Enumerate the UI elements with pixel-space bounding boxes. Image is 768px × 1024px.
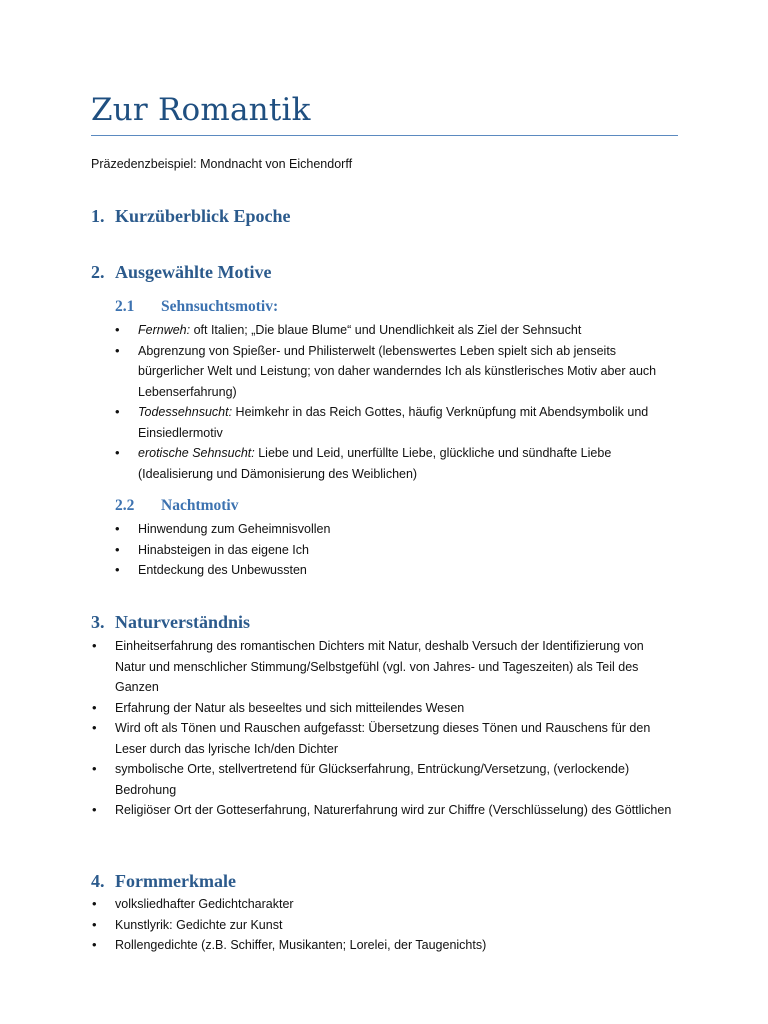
section-heading-1 [91,206,291,227]
list-item [138,341,677,403]
list-item [138,320,677,341]
document-title: Zur Romantik [91,92,311,128]
item-text: Rollengedichte (z.B. Schiffer, Musikanten; Lorelei, der Taugenichts) [115,938,487,952]
section-heading-4 [91,871,236,892]
subsection-heading-2-2 [115,497,239,515]
list-item [138,540,677,561]
list-item [115,894,677,915]
title-underline [91,135,678,136]
nachtmotiv-list [138,519,677,581]
subsection-heading-2-1 [115,298,278,316]
section-number: 2. [91,262,105,282]
section-number: 1. [91,206,105,226]
list-item [115,915,677,936]
list-item [115,718,677,759]
section-title: Kurzüberblick Epoche [115,206,291,226]
item-text: Wird oft als Tönen und Rauschen aufgefasst: Übersetzung dieses Tönen und Rauschens für den Leser durch das lyrische Ich/den Dichter [115,721,651,756]
list-item [115,759,677,800]
item-text: volksliedhafter Gedichtcharakter [115,897,294,911]
item-text: Religiöser Ort der Gotteserfahrung, Naturerfahrung wird zur Chiffre (Verschlüsselung) des Göttlichen [115,803,672,817]
item-text: Hinwendung zum Geheimnisvollen [138,522,331,536]
item-text: Einheitserfahrung des romantischen Dichters mit Natur, deshalb Versuch der Identifizierung von Natur und menschlicher Stimmung/Selbstgefühl (vgl. von Jahres- und Tageszeiten) als Teil des Ganzen [115,639,644,694]
item-text: Entdeckung des Unbewussten [138,563,307,577]
section-title: Ausgewählte Motive [115,262,272,282]
list-item [115,935,677,956]
list-item [138,402,677,443]
section-title: Naturverständnis [115,612,251,632]
item-text: oft Italien; „Die blaue Blume“ und Unendlichkeit als Ziel der Sehnsucht [190,323,582,337]
list-item [138,560,677,581]
naturverstaendnis-list [115,636,677,821]
item-text: Liebe und Leid, unerfüllte Liebe, glückliche und sündhafte Liebe (Idealisierung und Dämonisierung des Weiblichen) [138,446,612,481]
section-heading-3 [91,612,250,633]
subsection-title: Sehnsuchtsmotiv: [161,298,279,315]
item-text: Erfahrung der Natur als beseeltes und sich mitteilendes Wesen [115,700,465,715]
item-text: Abgrenzung von Spießer- und Philisterwelt (lebenswertes Leben spielt sich ab jenseits bürgerlicher Welt und Leistung; von daher wanderndes Ich als künstlerisches Motiv aber auch Lebenserfahrung) [138,343,657,399]
item-text: Heimkehr in das Reich Gottes, häufig Verknüpfung mit Abendsymbolik und Einsiedlermotiv [138,405,649,440]
section-title: Formmerkmale [115,871,236,891]
item-text: symbolische Orte, stellvertretend für Glückserfahrung, Entrückung/Versetzung, (verlockende) Bedrohung [115,762,630,797]
list-item [115,698,677,719]
item-text: Kunstlyrik: Gedichte zur Kunst [115,917,283,932]
list-item [138,443,677,484]
item-lead: Todessehnsucht: [138,405,233,419]
section-heading-2 [91,262,271,283]
item-lead: Fernweh: [138,323,191,337]
item-lead: erotische Sehnsucht: [138,446,255,460]
sehnsucht-list [138,320,677,484]
subtitle: Präzedenzbeispiel: Mondnacht von Eichendorff [91,157,353,171]
list-item [115,636,677,698]
section-number: 3. [91,612,105,632]
item-text: Hinabsteigen in das eigene Ich [138,542,309,557]
subsection-number: 2.2 [115,497,135,514]
list-item [138,519,677,540]
list-item [115,800,677,821]
section-number: 4. [91,871,105,891]
subsection-number: 2.1 [115,298,135,315]
subsection-title: Nachtmotiv [161,497,239,514]
formmerkmale-list [115,894,677,956]
